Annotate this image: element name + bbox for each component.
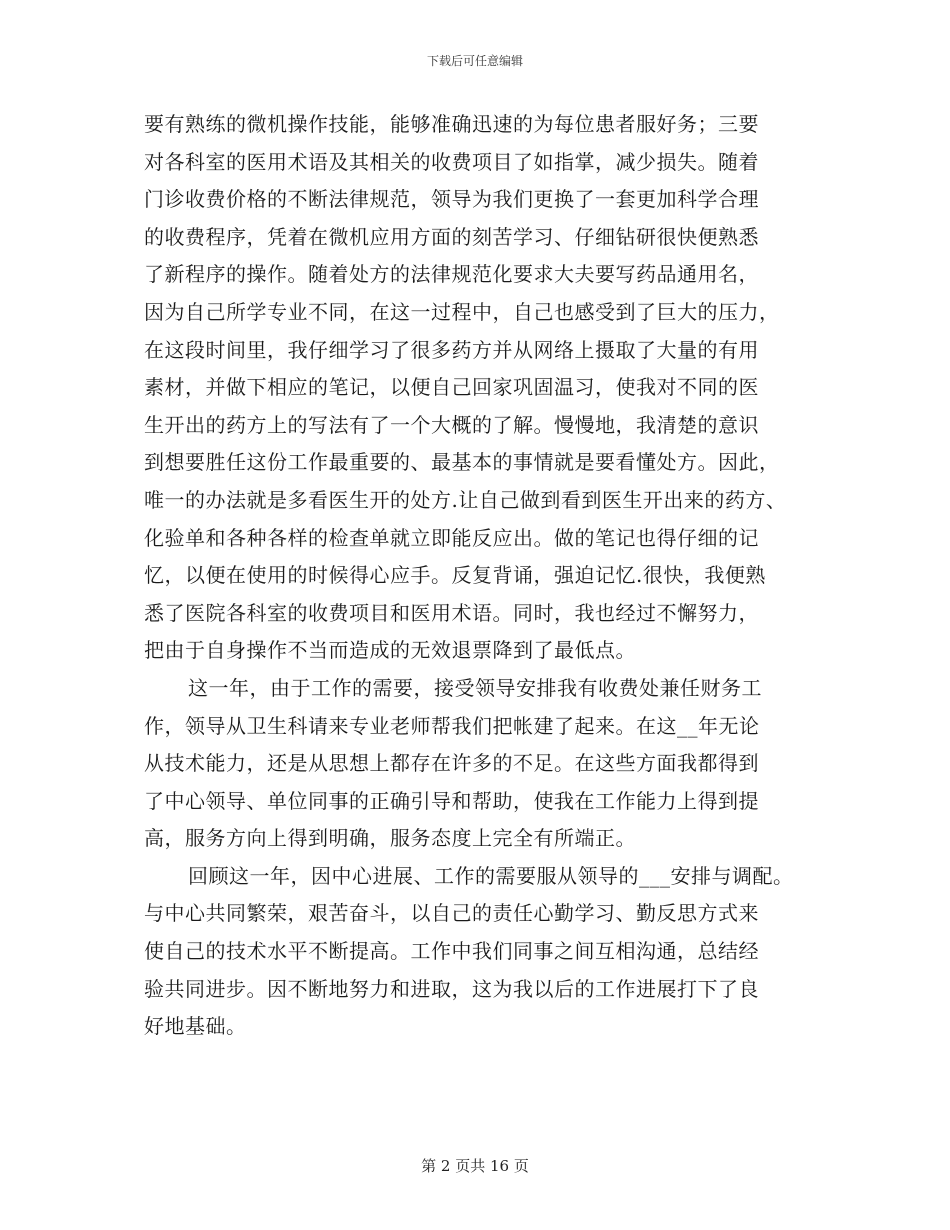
text-line: 因为自己所学专业不同，在这一过程中，自己也感受到了巨大的压力， [144,299,780,324]
text-line: 了新程序的操作。随着处方的法律规范化要求大夫要写药品通用名， [144,262,759,287]
text-line: 了中心领导、单位同事的正确引导和帮助，使我在工作能力上得到提 [144,788,759,813]
paragraph-start-line: 回顾这一年，因中心进展、工作的需要服从领导的___安排与调配。 [188,863,794,888]
text-line: 从技术能力，还是从思想上都存在许多的不足。在这些方面我都得到 [144,751,759,776]
text-line: 好地基础。 [144,1014,247,1039]
text-line: 生开出的药方上的写法有了一个大概的了解。慢慢地，我清楚的意识 [144,412,759,437]
text-line: 作，领导从卫生科请来专业老师帮我们把帐建了起来。在这__年无论 [144,713,760,738]
text-line: 悉了医院各科室的收费项目和医用术语。同时，我也经过不懈努力， [144,600,759,625]
text-line: 到想要胜任这份工作最重要的、最基本的事情就是要看懂处方。因此， [144,450,780,475]
text-line: 在这段时间里，我仔细学习了很多药方并从网络上摄取了大量的有用 [144,337,759,362]
text-line: 高，服务方向上得到明确，服务态度上完全有所端正。 [144,826,636,851]
text-line: 使自己的技术水平不断提高。工作中我们同事之间互相沟通，总结经 [144,939,759,964]
page-footer: 第 2 页共 16 页 [421,1157,529,1175]
text-line: 忆，以便在使用的时候得心应手。反复背诵，强迫记忆.很快，我便熟 [144,563,766,588]
text-line: 把由于自身操作不当而造成的无效退票降到了最低点。 [144,638,636,663]
text-line: 门诊收费价格的不断法律规范，领导为我们更换了一套更加科学合理 [144,187,759,212]
text-line: 对各科室的医用术语及其相关的收费项目了如指掌，减少损失。随着 [144,149,759,174]
text-line: 的收费程序，凭着在微机应用方面的刻苦学习、仔细钻研很快便熟悉 [144,224,759,249]
page-header: 下载后可任意编辑 [426,54,523,68]
text-line: 唯一的办法就是多看医生开的处方.让自己做到看到医生开出来的药方、 [144,487,787,512]
text-line: 化验单和各种各样的检查单就立即能反应出。做的笔记也得仔细的记 [144,525,759,550]
document-body [144,106,844,1046]
text-line: 素材，并做下相应的笔记，以便自己回家巩固温习，使我对不同的医 [144,375,759,400]
text-line: 与中心共同繁荣，艰苦奋斗，以自己的责任心勤学习、勤反思方式来 [144,901,759,926]
text-line: 验共同进步。因不断地努力和进取，这为我以后的工作进展打下了良 [144,976,759,1001]
paragraph-start-line: 这一年，由于工作的需要，接受领导安排我有收费处兼任财务工 [188,675,762,700]
text-line: 要有熟练的微机操作技能，能够准确迅速的为每位患者服好务；三要 [144,112,759,136]
